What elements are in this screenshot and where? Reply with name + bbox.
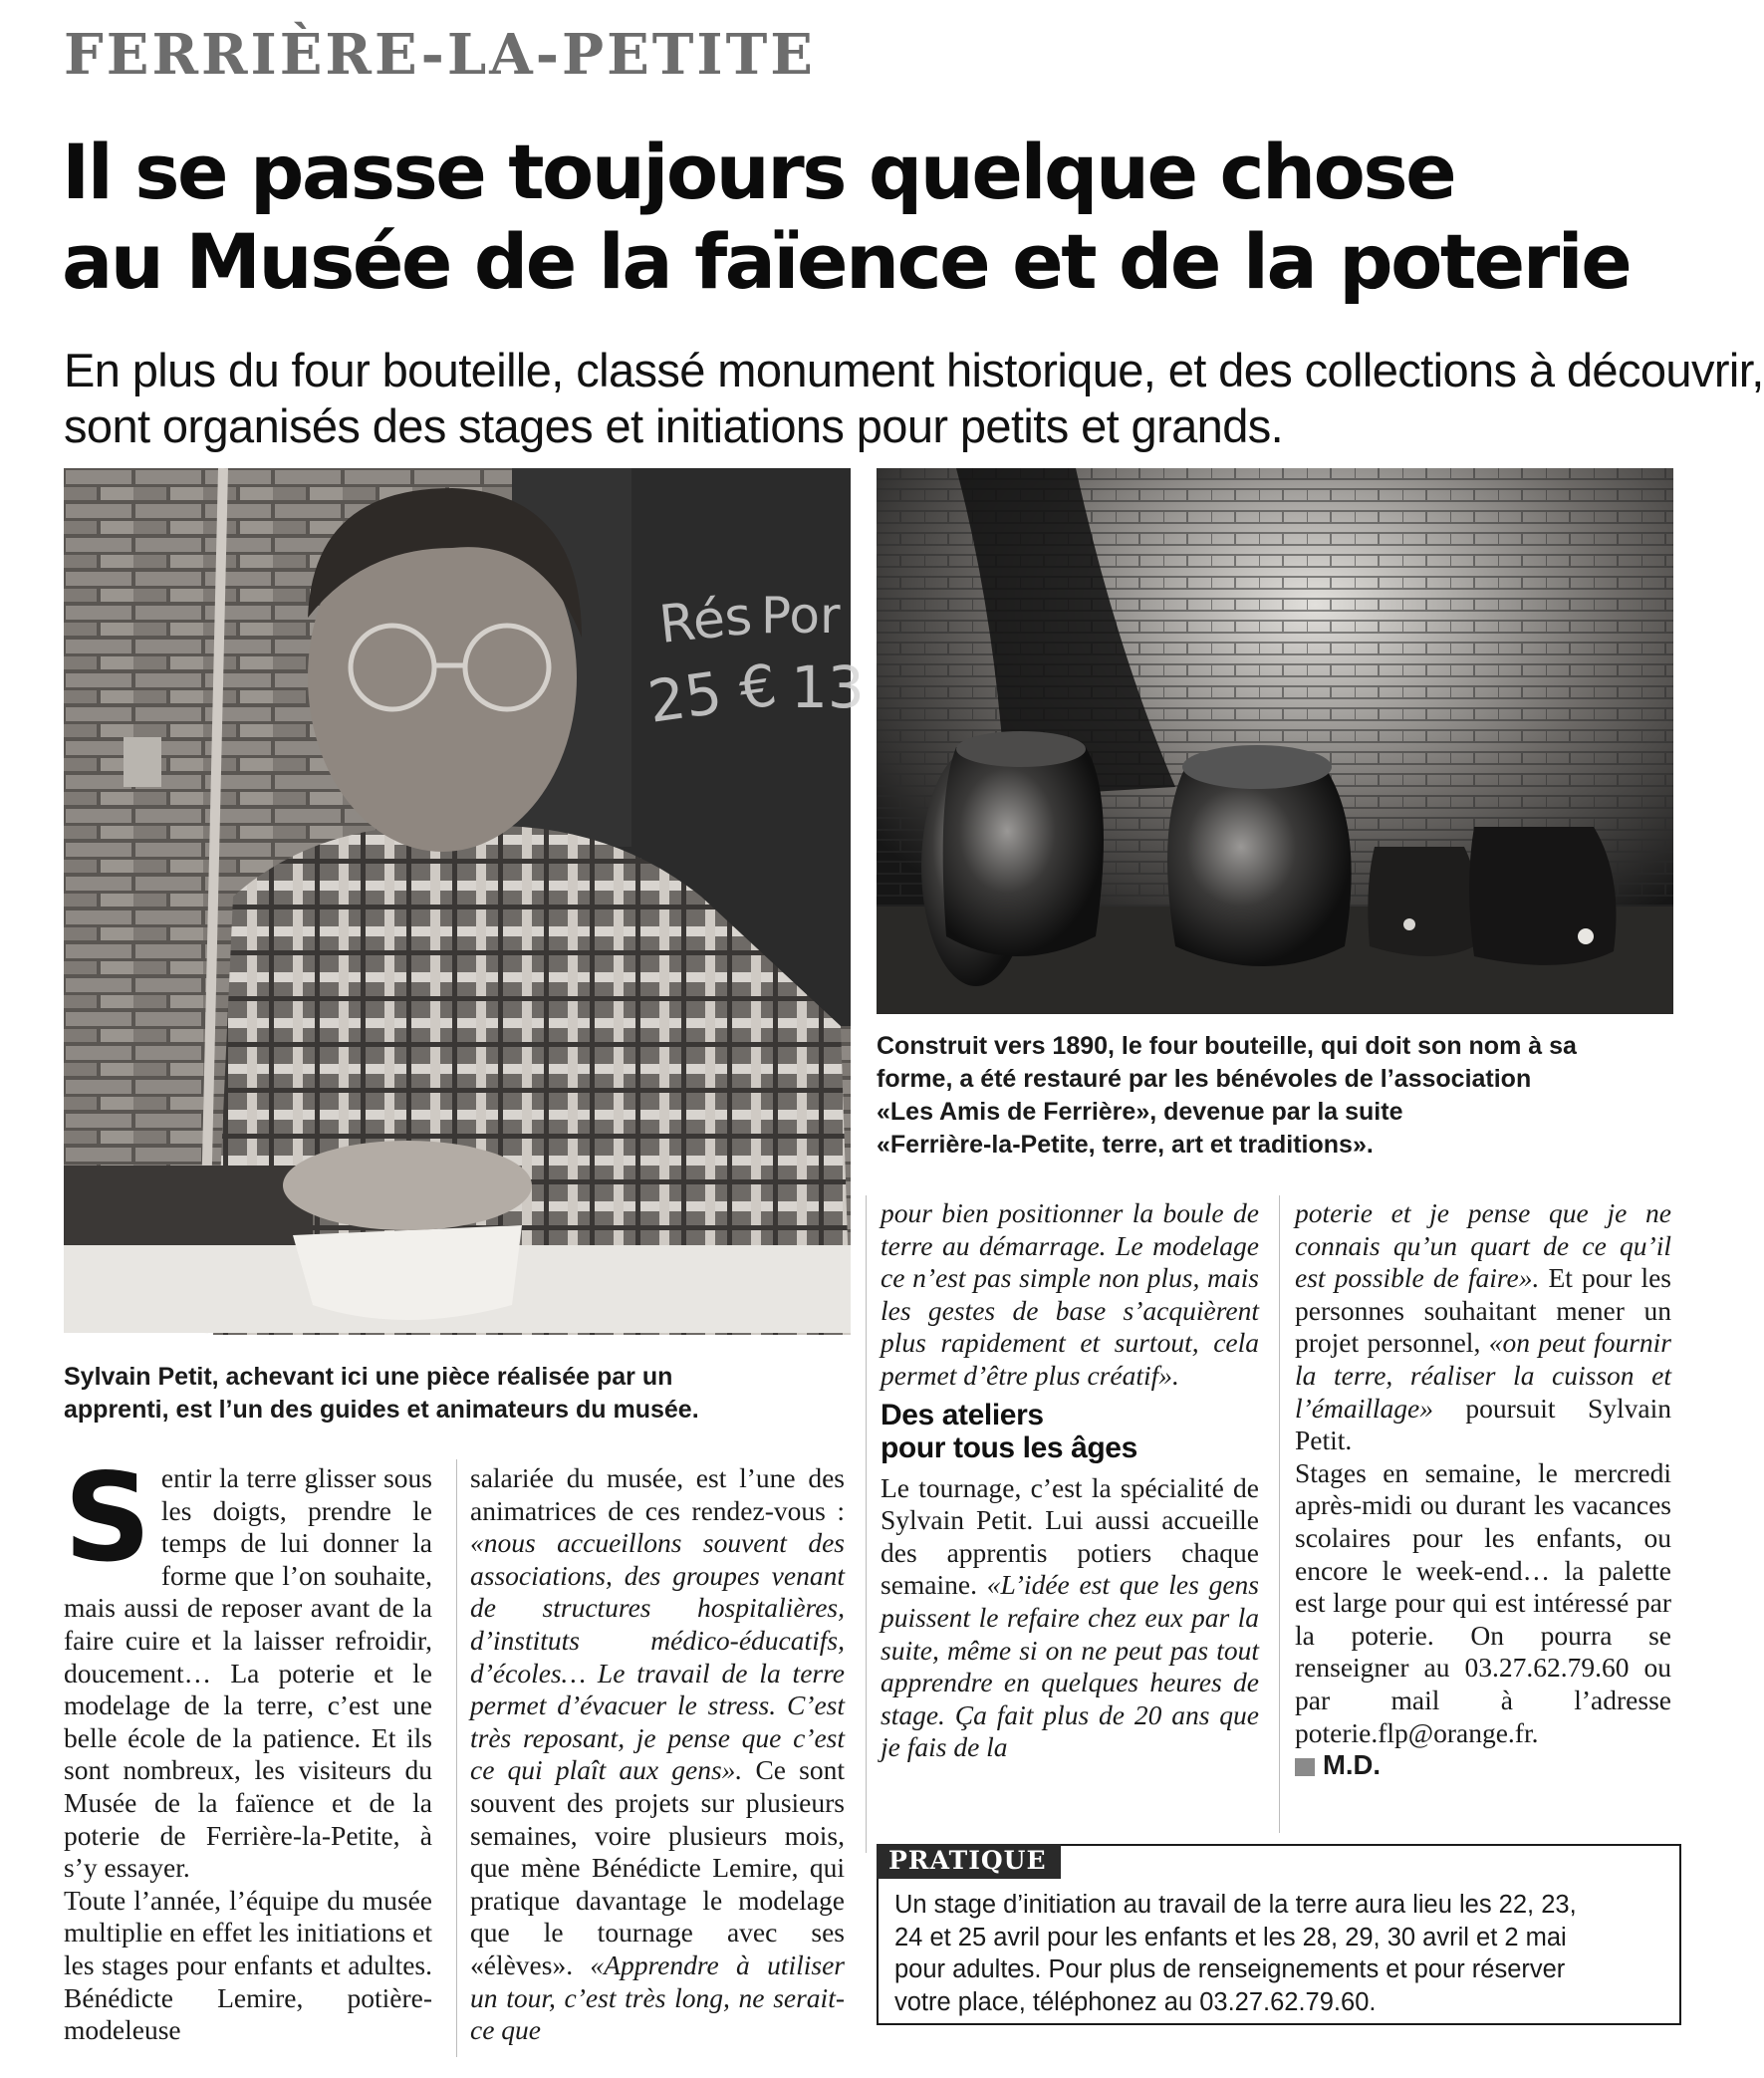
author-signature: M.D. <box>1323 1749 1382 1781</box>
section-kicker: FERRIÈRE-LA-PETITE <box>64 22 816 88</box>
body-paragraph-2: Toute l’année, l’équipe du musée multiplie en effet les initiations et les stages pour enfants et adultes. Bénédicte Lemire, potière-modeleuse <box>64 1884 432 2046</box>
subheading-line-2: pour tous les âges <box>881 1430 1137 1464</box>
drop-cap: S <box>64 1447 151 1589</box>
body-column-2 <box>470 1462 845 2047</box>
pratique-line-1: Un stage d’initiation au travail de la terre aura lieu les 22, 23, <box>894 1891 1577 1919</box>
standfirst-line-1: En plus du four bouteille, classé monument historique, et des collections à découvrir, <box>64 344 1764 396</box>
subheading-line-1: Des ateliers <box>881 1398 1044 1431</box>
pratique-box <box>877 1844 1681 2025</box>
column-rule-3 <box>1279 1195 1280 1833</box>
body-column-1 <box>64 1447 432 2047</box>
standfirst-line-2: sont organisés des stages et initiations pour petits et grands. <box>64 399 1284 452</box>
col4-quote-1: poterie et je pense que je ne connais qu’un quart de ce qu’il est possible de faire». <box>1295 1197 1671 1294</box>
chalk-text-3: Por <box>761 587 841 645</box>
col4-text-2: poursuit Sylvain Petit. <box>1295 1392 1671 1456</box>
photo-potter <box>64 468 865 1333</box>
body-column-4 <box>1295 1197 1671 1782</box>
caption-kiln-line-4: «Ferrière-la-Petite, terre, art et traditions». <box>877 1131 1374 1159</box>
pratique-text <box>894 1889 1661 2018</box>
photo-kiln-pots <box>877 468 1673 1014</box>
headline-line-1: Il se passe toujours quelque chose <box>62 128 1455 216</box>
column-rule-1 <box>456 1459 457 2057</box>
col2-quote-2: «Apprendre à utiliser un tour, c’est très long, ne serait-ce que <box>470 1948 845 2046</box>
caption-kiln-line-1: Construit vers 1890, le four bouteille, qui doit son nom à sa <box>877 1032 1577 1060</box>
caption-kiln <box>877 1030 1577 1162</box>
col4-quote-2: «on peut fournir la terre, réaliser la cuisson et l’émaillage» <box>1295 1327 1671 1424</box>
col2-text-1: salariée du musée, est l’une des animatrices de ces rendez-vous : <box>470 1462 845 1526</box>
standfirst <box>64 343 1764 454</box>
pratique-line-3: pour adultes. Pour plus de renseignements et pour réserver <box>894 1955 1566 1984</box>
body-paragraph-1: entir la terre glisser sous les doigts, prendre le temps de lui donner la forme que l’on souhaite, mais aussi de reposer avant de la faire cuire et la laisser refroidir, doucement… La poterie et le modelage de la terre, c’est une belle école de la patience. Et ils sont nombreux, les visiteurs du Musée de la faïence et de la poterie de Ferrière-la-Petite, à s’y essayer. <box>64 1462 432 1884</box>
caption-potter <box>64 1361 699 1427</box>
pratique-label: PRATIQUE <box>877 1844 1061 1879</box>
pratique-line-4: votre place, téléphonez au 03.27.62.79.60. <box>894 1987 1377 2016</box>
col4-paragraph-2: Stages en semaine, le mercredi après-midi ou durant les vacances scolaires pour les enfants, ou encore le week-end… la palette est large pour qui est intéressé par la poterie. On pourra se renseigner au 03.27.62.79.60 ou par mail à l’adresse poterie.flp@orange.fr. <box>1295 1456 1671 1748</box>
headline <box>62 128 1655 307</box>
caption-potter-line-1: Sylvain Petit, achevant ici une pièce réalisée par un <box>64 1363 673 1391</box>
chalk-text-4: 13 <box>791 653 865 721</box>
pratique-line-2: 24 et 25 avril pour les enfants et les 28, 29, 30 avril et 2 mai <box>894 1923 1567 1951</box>
col2-text-2: Ce sont souvent des projets sur plusieurs semaines, voire plusieurs mois, que mène Bénédicte Lemire, qui pratique davantage le modelage que le tournage avec ses «élèves». <box>470 1754 845 1980</box>
headline-line-2: au Musée de la faïence et de la poterie <box>62 217 1631 306</box>
col3-quote-1: pour bien positionner la boule de terre au démarrage. Le modelage ce n’est pas simple non plus, mais les gestes de base s’acquièrent plus rapidement et surtout, cela permet d’être plus créatif». <box>881 1197 1259 1391</box>
subheading <box>881 1399 1259 1464</box>
col3-text-1: Le tournage, c’est la spécialité de Sylvain Petit. Lui aussi accueille des apprentis potiers chaque semaine. <box>881 1471 1259 1601</box>
chalk-text-2: 25 € <box>643 650 781 736</box>
kiln-photo-image <box>877 468 1673 1014</box>
potter-photo-image <box>64 468 865 1333</box>
caption-kiln-line-2: forme, a été restauré par les bénévoles de l’association <box>877 1065 1532 1093</box>
col4-text-1: Et pour les personnes souhaitant mener un projet personnel, <box>1295 1262 1671 1359</box>
chalk-text-1: Rés <box>656 586 755 655</box>
signature-mark <box>1295 1758 1315 1776</box>
column-rule-2 <box>866 1195 867 1853</box>
caption-potter-line-2: apprenti, est l’un des guides et animateurs du musée. <box>64 1396 699 1424</box>
col3-quote-2: «L’idée est que les gens puissent le refaire chez eux par la suite, même si on ne peut pas tout apprendre en quelques heures de stage. Ça fait plus de 20 ans que je fais de la <box>881 1569 1259 1763</box>
body-column-3 <box>881 1197 1259 1764</box>
caption-kiln-line-3: «Les Amis de Ferrière», devenue par la suite <box>877 1098 1403 1126</box>
col2-quote-1: «nous accueillons souvent des associations, des groupes venant de structures hospitalières, d’instituts médico-éducatifs, d’écoles… Le travail de la terre permet d’évacuer le stress. C’est très reposant, je pense que c’est ce qui plaît aux gens». <box>470 1527 845 1786</box>
